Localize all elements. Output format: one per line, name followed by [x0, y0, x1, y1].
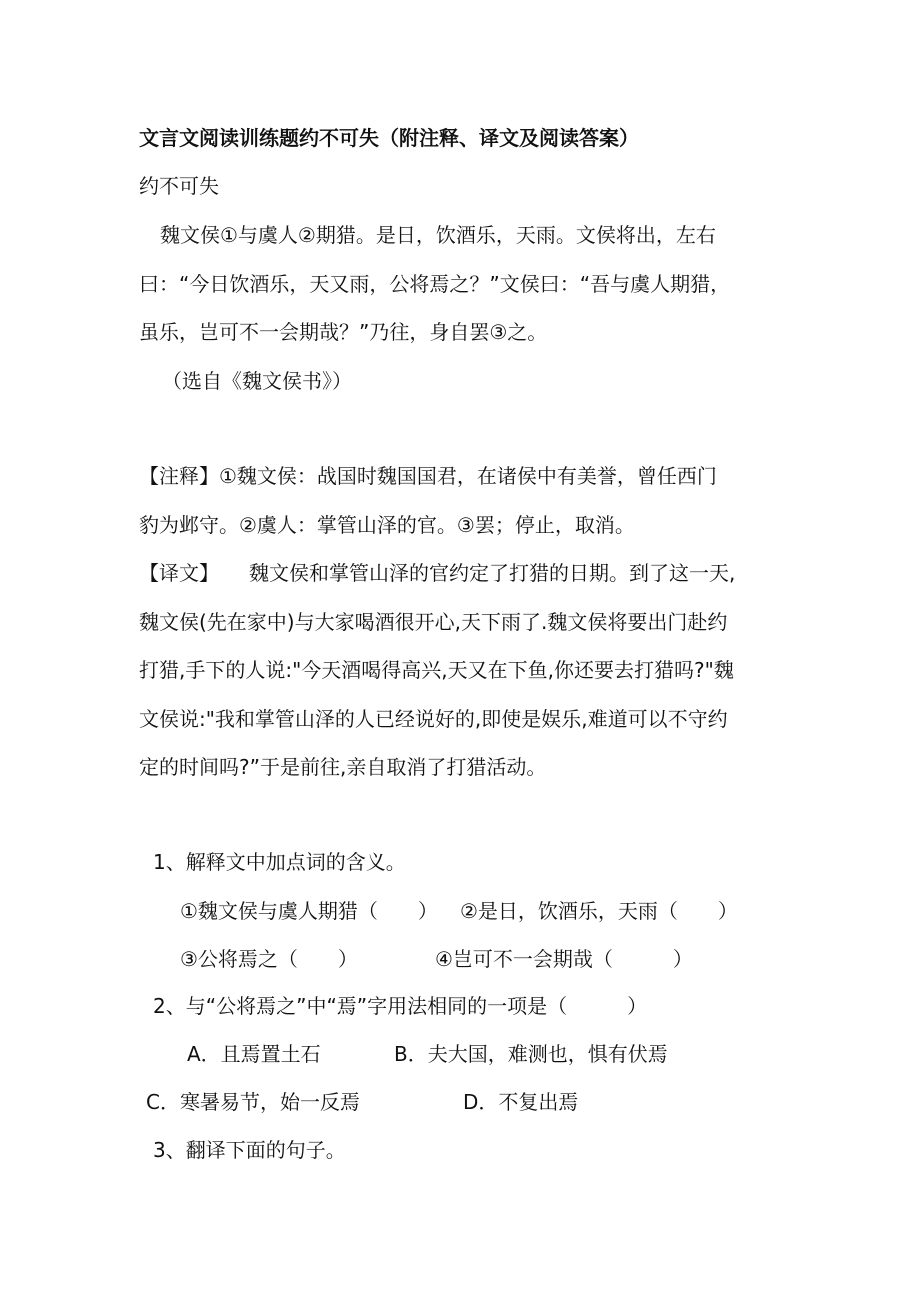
translation-line-2: 魏文侯(先在家中)与大家喝酒很开心,天下雨了.魏文侯将要出门赴约	[139, 610, 728, 634]
passage-line-1: 魏文侯①与虞人②期猎。是日，饮酒乐，天雨。文侯将出，左右	[160, 223, 716, 247]
translation-line-3: 打猎,手下的人说:"今天酒喝得高兴,天又在下鱼,你还要去打猎吗?"魏	[139, 658, 734, 682]
question-2: 2、与“公将焉之”中“焉”字用法相同的一项是（ ）	[153, 994, 648, 1018]
notes-line-1: 【注释】①魏文侯：战国时魏国国君，在诸侯中有美誉，曾任西门	[139, 464, 717, 488]
translation-line-1: 【译文】 魏文侯和掌管山泽的官约定了打猎的日期。到了这一天,	[139, 561, 736, 585]
passage-line-3: 虽乐，岂可不一会期哉？”乃往，身自罢③之。	[139, 320, 548, 344]
question-2-option-c: C．寒暑易节，始一反焉	[146, 1090, 360, 1114]
translation-line-4: 文侯说:"我和掌管山泽的人已经说好的,即使是娱乐,难道可以不守约	[139, 707, 728, 731]
question-1-item-b: ②是日，饮酒乐，天雨（ ）	[460, 899, 738, 923]
question-2-option-d: D．不复出焉	[463, 1090, 579, 1114]
question-1-item-d: ④岂可不一会期哉（ ）	[435, 947, 693, 971]
passage-line-2: 曰：“今日饮酒乐，天又雨，公将焉之？”文侯曰：“吾与虞人期猎，	[139, 272, 731, 296]
question-1-item-a: ①魏文侯与虞人期猎（ ）	[180, 899, 438, 923]
passage-subtitle: 约不可失	[139, 174, 219, 198]
question-1: 1、解释文中加点词的含义。	[153, 850, 406, 874]
question-3: 3、翻译下面的句子。	[153, 1138, 346, 1162]
question-2-option-a: A．且焉置土石	[187, 1042, 321, 1066]
question-2-option-b: B．夫大国，难测也，惧有伏焉	[394, 1042, 668, 1066]
passage-source: （选自《魏文侯书》）	[162, 369, 352, 393]
notes-line-2: 豹为邺守。②虞人：掌管山泽的官。③罢；停止，取消。	[139, 513, 635, 537]
translation-line-5: 定的时间吗?”于是前往,亲自取消了打猎活动。	[139, 755, 547, 779]
document-title: 文言文阅读训练题约不可失（附注释、译文及阅读答案）	[139, 126, 639, 150]
question-1-item-c: ③公将焉之（ ）	[180, 947, 358, 971]
